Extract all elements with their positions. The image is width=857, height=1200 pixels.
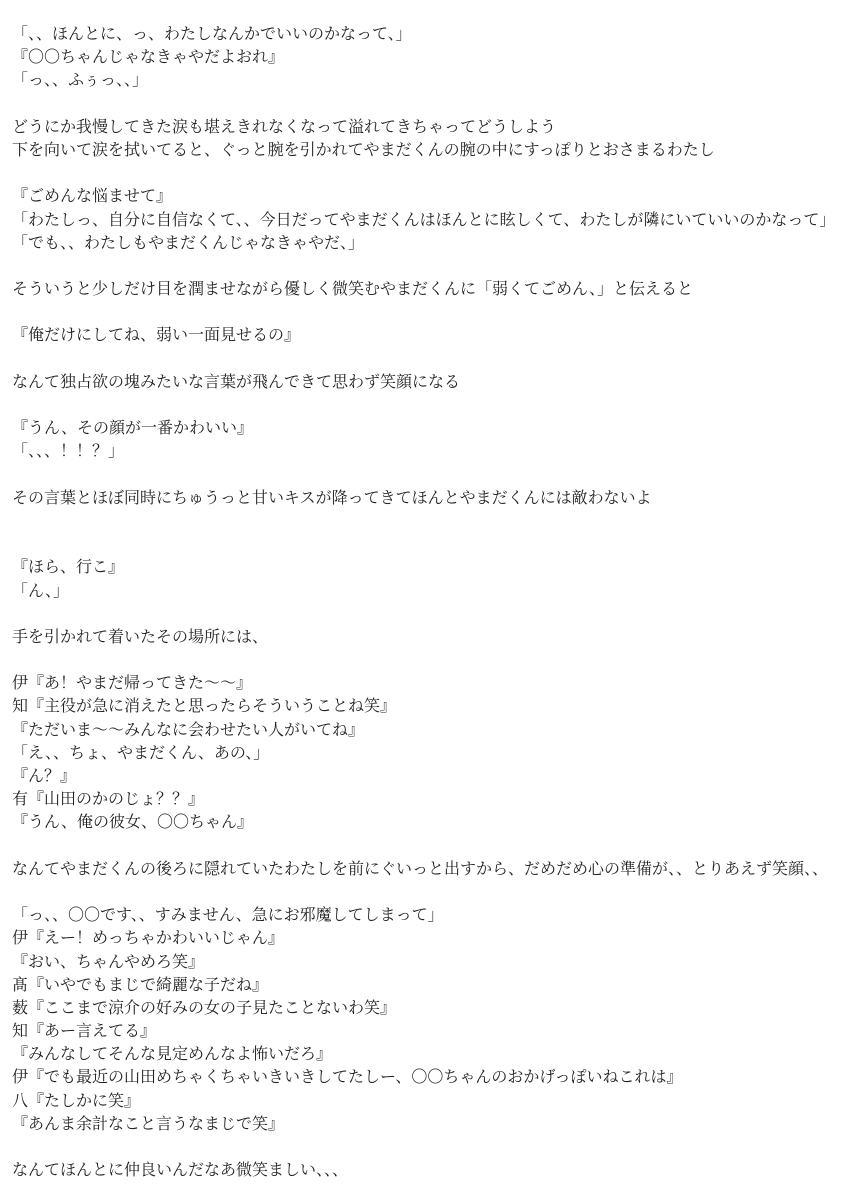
text-line: その言葉とほぼ同時にちゅうっと甘いキスが降ってきてほんとやまだくんには敵わないよ — [12, 487, 652, 507]
text-line: 「ん、」 — [12, 580, 69, 600]
blank-line — [12, 602, 847, 625]
text-line: 下を向いて涙を拭いてると、ぐっと腕を引かれてやまだくんの腕の中にすっぽりとおさまるわたし — [12, 139, 715, 159]
text-line: なんて独占欲の塊みたいな言葉が飛んできて思わず笑顔になる — [12, 371, 461, 391]
text-line: 八『たしかに笑』 — [12, 1090, 141, 1110]
blank-line — [12, 300, 847, 323]
text-line: 『うん、その顔が一番かわいい』 — [12, 418, 253, 438]
text-line: 『〇〇ちゃんじゃなきゃやだよおれ』 — [12, 47, 285, 67]
text-line: 『おい、ちゃんやめろ笑』 — [12, 951, 205, 971]
blank-line — [12, 532, 847, 555]
text-line: 知『あー言えてる』 — [12, 1021, 157, 1041]
blank-line — [12, 254, 847, 277]
text-line: 伊『えー！めっちゃかわいいじゃん』 — [12, 928, 284, 948]
text-line: 『俺だけにしてね、弱い一面見せるの』 — [12, 325, 301, 345]
text-line: 『みんなしてそんな見定めんなよ怖いだろ』 — [12, 1044, 333, 1064]
story-text — [12, 22, 847, 1181]
text-line: 「、、ほんとに、っ、わたしなんかでいいのかなって、」 — [12, 24, 412, 43]
text-line: 「、、、！！？」 — [12, 441, 125, 461]
text-line: 「え、、ちょ、やまだくん、あの、」 — [12, 742, 270, 762]
text-line: 『ごめんな悩ませて』 — [12, 186, 173, 206]
blank-line — [12, 648, 847, 671]
blank-line — [12, 393, 847, 416]
blank-line — [12, 463, 847, 486]
blank-line — [12, 1135, 847, 1158]
text-line: 「っ、、〇〇です、、すみません、急にお邪魔してしまって」 — [12, 905, 444, 925]
blank-line — [12, 161, 847, 184]
blank-line — [12, 92, 847, 115]
text-line: 『ほら、行こ』 — [12, 557, 125, 577]
text-line: 「っ、、ふぅっ、、」 — [12, 70, 149, 90]
text-line: 「でも、、わたしもやまだくんじゃなきゃやだ、」 — [12, 232, 365, 252]
text-line: 「わたしっ、自分に自信なくて、、今日だってやまだくんはほんとに眩しくて、わたしが隣にいていいのかなって」 — [12, 209, 836, 229]
text-line: 髙『いやでもまじで綺麗な子だね』 — [12, 974, 269, 994]
text-line: 有『山田のかのじょ？？』 — [12, 789, 205, 809]
text-line: 薮『ここまで涼介の好みの女の子見たことないわ笑』 — [12, 997, 397, 1017]
text-line: なんてやまだくんの後ろに隠れていたわたしを前にぐいっと出すから、だめだめ心の準備が、、とりあえず笑顔、、 — [12, 858, 829, 878]
text-line: 知『主役が急に消えたと思ったらそういうことね笑』 — [12, 696, 397, 716]
text-line: どうにか我慢してきた涙も堪えきれなくなって溢れてきちゃってどうしよう — [12, 116, 557, 136]
blank-line — [12, 880, 847, 903]
text-line: 伊『でも最近の山田めちゃくちゃいきいきしてたしー、〇〇ちゃんのおかげっぽいねこれは』 — [12, 1067, 683, 1087]
text-line: 『あんま余計なこと言うなまじで笑』 — [12, 1113, 285, 1133]
blank-line — [12, 347, 847, 370]
text-line: なんてほんとに仲良いんだなあ微笑ましい、、、 — [12, 1160, 349, 1180]
text-line: そういうと少しだけ目を潤ませながら優しく微笑むやまだくんに「弱くてごめん、」と伝えると — [12, 279, 693, 299]
text-line: 手を引かれて着いたその場所には、 — [12, 626, 269, 646]
text-line: 伊『あ！やまだ帰ってきた〜〜』 — [12, 673, 253, 693]
blank-line — [12, 509, 847, 532]
text-line: 『うん、俺の彼女、〇〇ちゃん』 — [12, 812, 253, 832]
text-line: 『ん？』 — [12, 766, 77, 785]
blank-line — [12, 834, 847, 857]
text-line: 『ただいま〜〜みんなに会わせたい人がいてね』 — [12, 719, 365, 739]
